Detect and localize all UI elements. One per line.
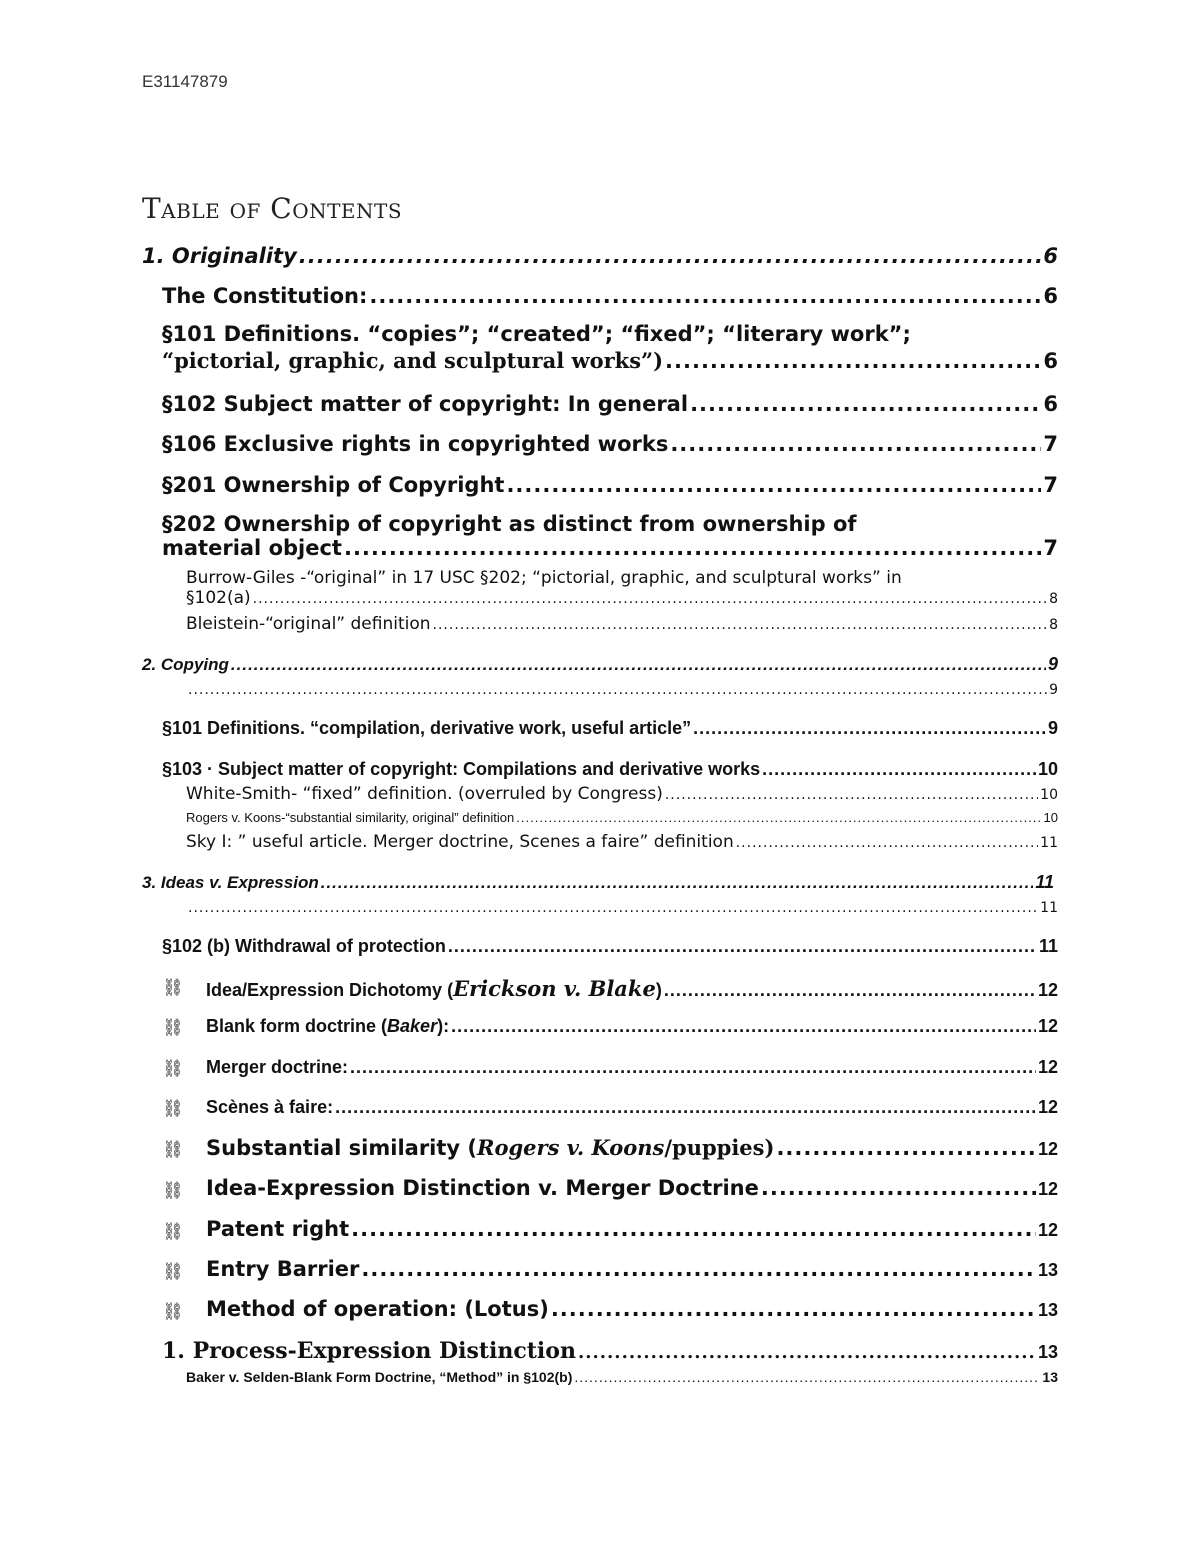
toc-entry-label: Idea-Expression Distinction v. Merger Doctrine [206,1176,759,1200]
leader-dots [350,1057,1036,1078]
toc-entry-line2 [162,536,1058,560]
page-number: 11 [1035,872,1054,892]
leader-dots [451,1016,1036,1037]
toc-entry-burrow-giles[interactable] [186,568,1058,608]
leader-dots [433,617,1048,633]
page-number: 12 [1037,1139,1058,1159]
page-number: 6 [1043,244,1058,268]
toc-entry-line2 [186,588,1058,608]
toc-entry-process-expression[interactable] [162,1338,1058,1364]
case-name: Erickson v. Blake [453,976,656,1001]
toc-entry-baker-selden[interactable] [186,1369,1058,1385]
toc-entry-s106[interactable] [162,432,1058,456]
toc-entry-label: Method of operation: (Lotus) [206,1297,549,1321]
toc-entry-method-of-operation[interactable] [206,1297,1058,1321]
page-number: 6 [1043,349,1058,373]
toc-entry-label: Sky I: ” useful article. Merger doctrine, Scenes a faire” definition [186,832,734,852]
toc-entry-bleistein[interactable] [186,614,1058,634]
toc-entry-constitution[interactable] [162,284,1058,308]
page-number: 10 [1040,787,1058,803]
toc-entry-label: Bleistein-“original” definition [186,614,431,634]
globe-bullet-icon: ⛓ [162,1140,184,1160]
toc-entry-label [206,976,662,1001]
page-number: 12 [1037,1179,1058,1199]
toc-entry-label: material object [162,536,342,560]
leader-dots [448,936,1037,957]
globe-bullet-icon: ⛓ [162,978,184,998]
page-number: 6 [1043,284,1058,308]
leader-dots [516,810,1041,825]
toc-entry-label: White-Smith- “fixed” definition. (overruled by Congress) [186,784,663,804]
toc-entry-label: §103 · Subject matter of copyright: Compilations and derivative works [162,759,761,779]
leader-dots [351,1217,1036,1241]
page-number: 13 [1042,1369,1058,1385]
toc-entry-label: 3. Ideas v. Expression [142,873,319,892]
leader-dots [253,591,1047,607]
leader-dots [369,284,1041,308]
toc-entry-blank[interactable] [186,900,1058,916]
label-part: Idea/Expression Dichotomy ( [206,980,454,1000]
toc-entry-blank-form[interactable] [206,1016,1058,1037]
label-part: ) [655,980,662,1000]
leader-dots [506,473,1041,497]
page-number: 13 [1037,1300,1058,1320]
leader-dots [551,1297,1036,1321]
toc-entry-label: §202 Ownership of copyright as distinct from ownership of [162,512,857,536]
toc-entry-label [206,1135,774,1160]
globe-bullet-icon: ⛓ [162,1302,184,1322]
leader-dots [690,392,1041,416]
toc-entry-label-line1 [162,322,1058,346]
toc-entry-line2 [162,348,1058,373]
page-number: 12 [1037,1057,1058,1077]
page-number: 7 [1043,432,1058,456]
globe-bullet-icon: ⛓ [162,1059,184,1079]
toc-entry-label: 1. Originality [142,244,297,268]
case-name: Baker [387,1016,438,1036]
globe-bullet-icon: ⛓ [162,1262,184,1282]
toc-entry-s101-compilation[interactable] [162,718,1058,739]
toc-entry-s103[interactable] [162,759,1058,780]
page-number: 12 [1037,980,1058,1000]
page-number: 9 [1047,718,1058,738]
leader-dots [344,536,1041,560]
toc-heading: Table of Contents [142,192,403,225]
toc-entry-rogers[interactable] [186,810,1058,825]
toc-entry-label: “pictorial, graphic, and sculptural works”) [162,348,664,373]
globe-bullet-icon: ⛓ [162,1018,184,1038]
page-number: 12 [1037,1016,1058,1036]
globe-bullet-icon: ⛓ [162,1099,184,1119]
document-id: E31147879 [142,72,228,91]
toc-entry-label: Burrow-Giles -“original” in 17 USC §202; “pictorial, graphic, and sculptural works” in [186,568,902,588]
page-number: 8 [1049,617,1058,633]
toc-entry-patent-right[interactable] [206,1217,1058,1241]
leader-dots [188,682,1047,698]
globe-bullet-icon: ⛓ [162,1222,184,1242]
leader-dots [231,655,1046,675]
toc-entry-s102[interactable] [162,392,1058,416]
label-part: /puppies) [664,1135,775,1160]
leader-dots [321,873,1034,893]
toc-entry-blank[interactable] [186,682,1058,698]
leader-dots [664,980,1036,1001]
label-part: Blank form doctrine ( [206,1016,388,1036]
toc-entry-label: §101 Definitions. “compilation, derivative work, useful article” [162,718,692,738]
leader-dots [665,787,1038,803]
page-number: 9 [1049,682,1058,698]
page-number: 9 [1047,654,1058,674]
leader-dots [578,1342,1036,1363]
page-number: 7 [1043,536,1058,560]
leader-dots [665,349,1041,373]
page-number: 11 [1038,936,1058,956]
toc-entry-label: 2. Copying [142,655,229,674]
toc-entry-label: Entry Barrier [206,1257,360,1281]
toc-entry-dichotomy[interactable] [206,976,1058,1001]
leader-dots [693,718,1046,739]
leader-dots [361,1257,1036,1281]
toc-entry-label: The Constitution: [162,284,368,308]
page-number: 8 [1049,591,1058,607]
leader-dots [335,1097,1036,1118]
toc-entry-label: Scènes à faire: [206,1097,334,1117]
toc-entry-s101-definitions[interactable] [162,322,1058,373]
toc-entry-idea-expression-merger[interactable] [206,1176,1058,1200]
toc-entry-label: §106 Exclusive rights in copyrighted works [162,432,669,456]
toc-entry-s201[interactable] [162,473,1058,497]
leader-dots [299,244,1042,268]
page-number: 13 [1037,1342,1058,1362]
toc-entry-substantial-similarity[interactable] [206,1135,1058,1160]
page-number: 12 [1037,1220,1058,1240]
toc-entry-label: Patent right [206,1217,350,1241]
toc-entry-label: §101 Definitions. “copies”; “created”; “fixed”; “literary work”; [162,322,911,346]
page-number: 7 [1043,473,1058,497]
toc-entry-label: §102 Subject matter of copyright: In general [162,392,689,416]
toc-entry-label: 1. Process-Expression Distinction [162,1338,576,1364]
toc-entry-label: Merger doctrine: [206,1057,349,1077]
leader-dots [574,1369,1040,1385]
case-name: Rogers v. Koons [477,1135,665,1160]
toc-entry-scenes[interactable] [206,1097,1058,1118]
page-number: 12 [1037,1097,1058,1117]
leader-dots [188,900,1038,916]
toc-entry-s202[interactable] [162,512,1058,560]
toc-entry-white-smith[interactable] [186,784,1058,804]
label-part: ): [437,1016,450,1036]
leader-dots [736,835,1038,851]
toc-entry-label: Rogers v. Koons-“substantial similarity, original” definition [186,810,515,825]
toc-entry-label [206,1016,449,1037]
toc-entry-s102b[interactable] [162,936,1058,957]
page-number: 11 [1040,900,1058,916]
page-number: 10 [1043,810,1058,825]
leader-dots [761,1176,1036,1200]
page-number: 11 [1040,835,1058,851]
page-number: 6 [1043,392,1058,416]
leader-dots [776,1136,1036,1160]
toc-entry-label: Baker v. Selden-Blank Form Doctrine, “Method” in §102(b) [186,1369,573,1385]
toc-entry-originality[interactable] [142,244,1058,268]
toc-entry-entry-barrier[interactable] [206,1257,1058,1281]
leader-dots [762,759,1036,780]
page-number: 13 [1037,1260,1058,1280]
toc-entry-label: §102 (b) Withdrawal of protection [162,936,446,956]
label-part: Substantial similarity ( [206,1136,478,1160]
toc-entry-copying[interactable] [142,654,1058,675]
globe-bullet-icon: ⛓ [162,1181,184,1201]
leader-dots [670,432,1041,456]
toc-entry-label: §102(a) [186,588,251,608]
toc-entry-label: §201 Ownership of Copyright [162,473,505,497]
toc-entry-ideas[interactable] [142,872,1054,893]
page-number: 10 [1037,759,1058,779]
toc-entry-merger[interactable] [206,1057,1058,1078]
toc-entry-sky[interactable] [186,832,1058,852]
